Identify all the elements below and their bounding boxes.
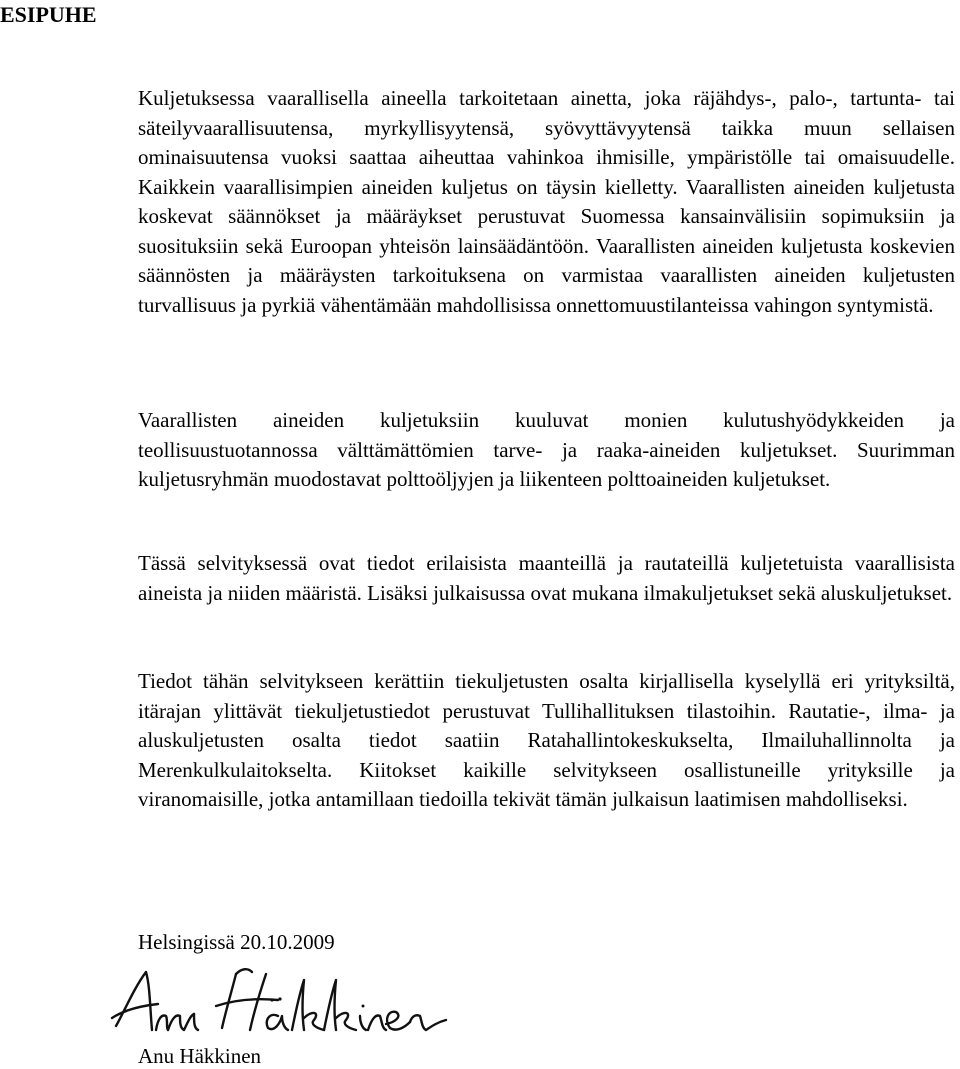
handwritten-signature xyxy=(110,960,470,1040)
paragraph-data-sources: Tiedot tähän selvitykseen kerättiin tiekuljetusten osalta kirjallisella kyselyllä eri yrityksiltä, itärajan ylittävät tiekuljetustiedot perustuvat Tullihallituksen tilastoihin. Rautatie-, ilma- ja aluskuljetusten osalta tiedot saatiin Ratahallintokeskukselta, Ilmailuhallinnolta ja Merenkulkulaitokselta. Kiitokset kaikille selvitykseen osallistuneille yrityksille ja viranomaisille, jotka antamillaan tiedoilla tekivät tämän julkaisun laatimisen mahdolliseksi. xyxy=(138,669,955,811)
paragraph-transport-types: Vaarallisten aineiden kuljetuksiin kuuluvat monien kulutushyödykkeiden ja teollisuustuotannossa välttämättömien tarve- ja raaka-aineiden kuljetukset. Suurimman kuljetusryhmän muodostavat polttoöljyjen ja liikenteen polttoaineiden kuljetukset. xyxy=(138,408,955,491)
paragraph-definition: Kuljetuksessa vaarallisella aineella tarkoitetaan ainetta, joka räjähdys-, palo-, tartunta- tai säteilyvaarallisuutensa, myrkyllisyytensä, syövyttävyytensä taikka muun sellaisen ominaisuutensa vuoksi saattaa aiheuttaa vahinkoa ihmisille, ympäristölle tai omaisuudelle. Kaikkein vaarallisimpien aineiden kuljetus on täysin kielletty. Vaarallisten aineiden kuljetusta koskevat säännökset ja määräykset perustuvat Suomessa kansainvälisiin sopimuksiin ja suosituksiin sekä Euroopan yhteisön lainsäädäntöön. Vaarallisten aineiden kuljetusta koskevien säännösten ja määräysten tarkoituksena on varmistaa vaarallisten aineiden kuljetusten turvallisuus ja pyrkiä vähentämään mahdollisissa onnettomuustilanteissa vahingon syntymistä. xyxy=(138,86,955,317)
place-and-date: Helsingissä 20.10.2009 xyxy=(138,930,335,954)
signer-name: Anu Häkkinen xyxy=(138,1044,262,1068)
page-heading: ESIPUHE xyxy=(0,2,97,27)
paragraph-report-contents: Tässä selvityksessä ovat tiedot erilaisista maanteillä ja rautateillä kuljetetuista vaarallisista aineista ja niiden määristä. Lisäksi julkaisussa ovat mukana ilmakuljetukset sekä aluskuljetukset. xyxy=(138,551,955,605)
